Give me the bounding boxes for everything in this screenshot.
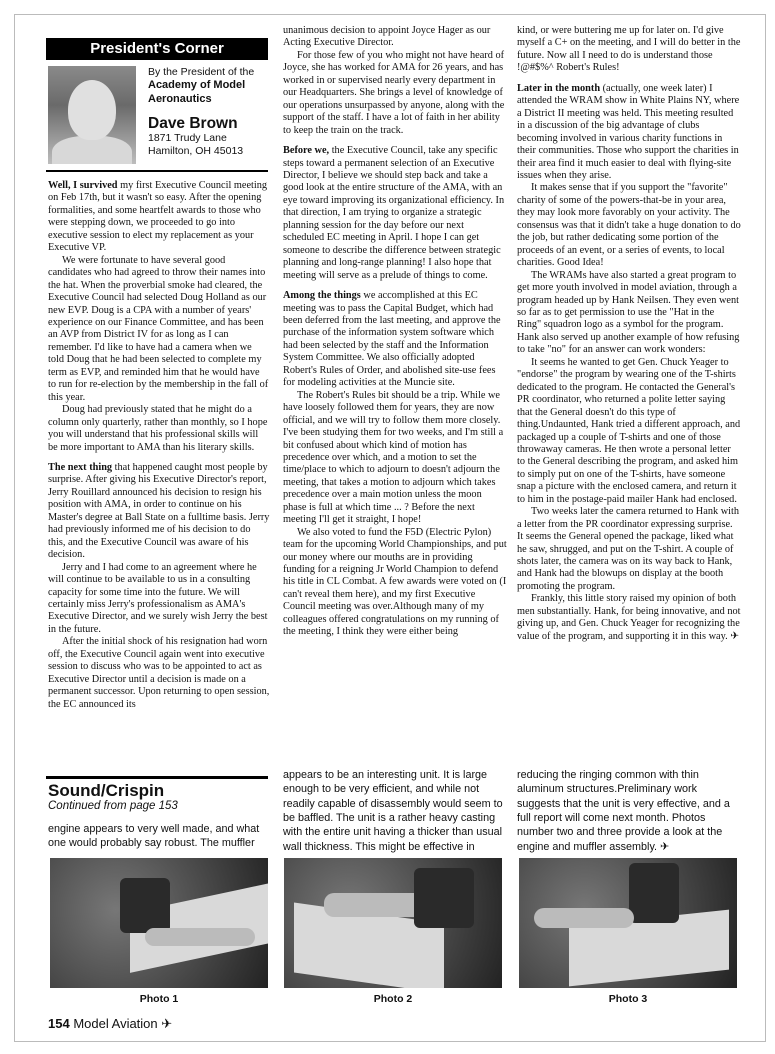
paragraph-text: we accomplished at this EC meeting was to pass the Capital Budget, which had been deferred from the last meeting, and approve the purchase of the information system software which had been selected by the staff and the Information System Committee. We also officially adopted Robert's Rules of Order, and abolished site-use fees for modeling activities at the Muncie site. (283, 290, 501, 389)
paragraph-text: my first Executive Council meeting on Feb 17th, but it wasn't so easy. After the opening formalities, and some heartfelt awards to those who were stepping down, we proceeded to go into executive session to elect my replacement as your Executive VP. (48, 180, 268, 254)
paragraph-text: We also voted to fund the F5D (Electric Pylon) team for the upcoming World Championships, and put our money where our mouths are in providing funding for a reigning Jr World Champion to defend his title in CL Combat. A few awards were voted on (I can't reveal them here), and my first Executive Council meeting was over.Although many of my colleagues offered congratulations on my running of the meeting, I think they were either being (283, 526, 507, 638)
paragraph (517, 357, 741, 506)
paragraph (283, 25, 507, 50)
byline: By the President of the (148, 66, 255, 78)
engine-photo-3 (519, 858, 737, 988)
paragraph-text: For those few of you who might not have heard of Joyce, she has worked for AMA for 26 years, and has worked in or supervised nearly every department in our Headquarters. She brings a level of knowledge of our operations unsurpassed by anyone, along with the support of the staff. I have a lot of faith in her ability to keep the train on the track. (283, 49, 505, 136)
sound-section-title: Sound/Crispin (48, 781, 165, 800)
paragraph-text: The WRAMs have also started a great program to get more youth involved in model aviation, through a program headed up by Hank Neilsen. They even went so far as to get permission to use the "Hat in the Ring" squadron logo as a symbol for the program. Hank also served up another example of how refusing to take "no" for an answer can work wonders: (517, 269, 740, 356)
photo-caption-3: Photo 3 (608, 993, 648, 1005)
lead-in: Later in the month (517, 82, 601, 94)
paragraph (283, 290, 507, 390)
page-number: 154 (48, 1016, 70, 1031)
author-info (148, 66, 273, 158)
engine-photo-2 (284, 858, 502, 988)
paragraph (48, 562, 270, 637)
lead-in: Well, I survived (48, 180, 118, 191)
paragraph (48, 255, 270, 404)
paragraph-text: Jerry and I had come to an agreement where he will continue to be available to us in a consulting capacity for some time into the future. We will certainly miss Jerry's professionalism as AMA's Executive Director, and we surely wish Jerry the best in the future. (48, 561, 268, 635)
paragraph (48, 462, 270, 562)
paragraph (283, 527, 507, 639)
paragraph (517, 83, 741, 183)
sound-column-1: engine appears to very well made, and what one would probably say robust. The muffler (48, 823, 260, 850)
paragraph (48, 404, 270, 454)
author-photo (48, 66, 136, 164)
sound-column-2: appears to be an interesting unit. It is large enough to be very efficient, and while not readily capable of disassembly would seem to be baffled. The unit is a rather heavy casting with the entire unit having a thicker than usual wall thickness. This might be effective in (283, 769, 503, 853)
paragraph-text: It seems he wanted to get Gen. Chuck Yeager to "endorse" the program by wearing one of the T-shirts dedicated to the program. He contacted the General's PR coordinator, who returned a polite letter saying that the General doesn't do this type of thing.Undaunted, Hank tried a different approach, and packaged up a couple of T-shirts and one of those throwaway cameras. He then wrote a personal letter to the General describing the program, and asked him to simply put on one of the T-shirts, have someone snap a picture with the enclosed camera, and return it to him in the postage-paid mailer Hank had enclosed. (517, 356, 741, 505)
paragraph (517, 270, 741, 357)
paragraph (517, 506, 741, 593)
photo-caption-1: Photo 1 (139, 993, 179, 1005)
photo-caption-2: Photo 2 (373, 993, 413, 1005)
paragraph (517, 25, 741, 75)
address-line-2: Hamilton, OH 45013 (148, 144, 244, 157)
paragraph-text: We were fortunate to have several good candidates who had agreed to throw their names into the hat. When the proverbial smoke had cleared, the Executive Council had selected Doug Holland as our new EVP. Doug is a CPA with a number of years' experience on our Finance Committee, and has been an AVP from District IV for as long as I can remember. I'd like to have had a camera when we told Doug that he had been selected to complete my term as EVP, and reminded him that he would have to run for re-election by the membership in the fall of this year. (48, 254, 269, 403)
page-footer (48, 1016, 172, 1032)
paragraph-text: Two weeks later the camera returned to Hank with a letter from the PR coordinator expressing surprise. It seems the General opened the package, liked what he saw, shrugged, and put on the T-shirt. A couple of shots later, the camera was on its way back to Hank, and Hank had the blowups on display at the booth promoting the program. (517, 506, 739, 592)
paragraph-text: (actually, one week later) I attended the WRAM show in White Plains NY, where a District II meeting was held. This meeting resulted in a discussion of the big advantage of clubs becoming involved in various charity functions in their communities. Those who support the charities in their area find it much easier to deal with flying-site issues when they arise. (517, 82, 740, 181)
paragraph-text: Frankly, this little story raised my opinion of both men substantially. Hank, for being innovative, and not giving up, and Gen. Chuck Yeager for recognizing the value of the program, and supporting it in this way. ✈ (517, 593, 741, 642)
paragraph-text: Doug had previously stated that he might do a column only quarterly, rather than monthly, so I hope you will understand that his professional skills will be more important to AMA than his literary skills. (48, 404, 268, 453)
paragraph-text: that happened caught most people by surprise. After giving his Executive Director's report, Jerry Rouillard announced his decision to resign his position with AMA, in order to continue on his Master's degree at Ball State on a fulltime basis. Jerry had previously informed me of his decision to do this, and the Executive Council was aware of his decision. (48, 461, 270, 561)
paragraph (517, 182, 741, 269)
magazine-name: Model Aviation ✈ (73, 1016, 173, 1031)
lead-in: Before we, (283, 145, 330, 157)
author-name: Dave Brown (148, 114, 238, 132)
paragraph-text: The Robert's Rules bit should be a trip. While we have loosely followed them for years, they are now official, and we will try to follow them more closely. I've been studying them for two weeks, and I'm still a bit confused about which kind of motion has precedence over which, and a motion to set the time/place to which to adjourn to doesn't adjourn the meeting, that takes a motion to adjourn which takes precedence over a main motion unless the moon phase is full at which time ... ? Before the next meeting I'll get it straight, I hope! (283, 389, 504, 526)
sound-column-3: reducing the ringing common with thin aluminum structures.Preliminary work suggests that the unit is very effective, and a full report will come next month. Photos number two and three provide a look at the engine and muffler assembly. ✈ (517, 769, 730, 853)
paragraph (283, 390, 507, 527)
paragraph-text: the Executive Council, take any specific steps toward a permanent selection of an Executive Director, I believe we should step back and take a good look at the entire structure of the AMA, with an eye toward improving its organizational efficiency. In that direction, I am trying to organize a strategic planning session for the day before our next scheduled EC meeting in April. I hope I can get someone to describe the difference between strategic planning and long-range planning! I also hope that meeting will serve as a prelude of things to come. (283, 145, 505, 281)
paragraph (48, 180, 270, 255)
section-title: President's Corner (46, 38, 268, 60)
paragraph-text: It makes sense that if you support the "favorite" charity of some of the powers-that-be in your area, they may look more favorably on your activity. The consensus was that it didn't take a huge donation to do the job, but rather dedicating some portion of the proceeds of an event, or a series of events, to local charities. Good Idea! (517, 182, 741, 269)
paragraph (517, 593, 741, 643)
paragraph (48, 636, 270, 711)
article-column-3 (517, 25, 741, 643)
paragraph (283, 50, 507, 137)
sound-section-rule (46, 776, 268, 779)
lead-in: The next thing (48, 461, 113, 473)
continued-note: Continued from page 153 (48, 800, 178, 812)
paragraph-text: After the initial shock of his resignation had worn off, the Executive Council again went into executive session to discuss who was to be appointed to act as Executive Director until a decision is made on a permanent successor. Upon returning to open session, the EC announced its (48, 636, 270, 710)
paragraph-text: kind, or were buttering me up for later on. I'd give myself a C+ on the meeting, and I will do better in the future. Now all I need to do is understand those !@#$%^ Robert's Rules! (517, 25, 741, 74)
lead-in: Among the things (283, 290, 361, 302)
paragraph (283, 145, 507, 282)
article-column-1 (48, 172, 270, 711)
address-line-1: 1871 Trudy Lane (148, 131, 227, 144)
paragraph-text: unanimous decision to appoint Joyce Hager as our Acting Executive Director. (283, 25, 491, 49)
organization: Academy of Model Aeronautics (148, 79, 246, 105)
article-column-2 (283, 25, 507, 639)
engine-photo-1 (50, 858, 268, 988)
